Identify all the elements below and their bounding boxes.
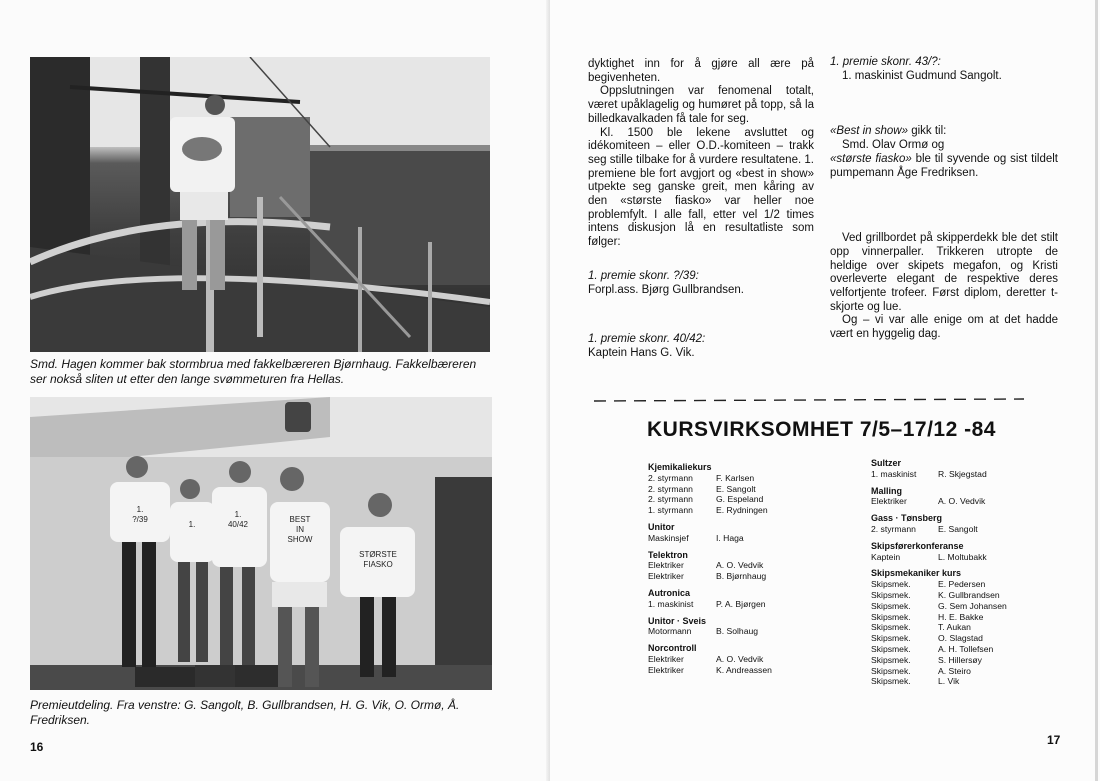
course-title: Malling [871, 485, 902, 496]
course-participant [648, 494, 818, 505]
course-block [871, 513, 1051, 535]
course-block [648, 616, 818, 638]
course-block [871, 458, 1051, 480]
course-title: Norcontroll [648, 643, 697, 654]
prize-label: 1. premie skonr. 43/?: [830, 56, 941, 68]
course-participant [871, 655, 1051, 666]
participant-name: K. Gullbrandsen [938, 589, 1000, 600]
course-title: Skipsmekaniker kurs [871, 568, 962, 579]
ship-deck-photo [30, 57, 490, 352]
course-block [648, 462, 818, 516]
participant-role: Motormann [648, 626, 692, 637]
course-participant [648, 533, 818, 544]
participant-role: Skipsmek. [871, 676, 911, 687]
prize-label: 1. premie skonr. 40/42: [588, 333, 706, 346]
participant-name: L. Moltubakk [938, 551, 987, 562]
prize-label: 1. premie skonr. ?/39: [588, 269, 699, 282]
participant-name: B. Solhaug [716, 626, 759, 637]
svg-text:?/39: ?/39 [132, 515, 148, 524]
course-participant [871, 579, 1051, 590]
course-block [648, 522, 818, 544]
course-title: Autronica [648, 587, 691, 598]
fiasko-line: «største fiasko» ble til syvende og sist tildelt pumpemann Åge Fredriksen. [830, 152, 1058, 179]
prize-winner: Forpl.ass. Bjørg Gullbrandsen. [588, 283, 744, 296]
participant-role: Skipsmek. [871, 633, 911, 644]
participant-role: Skipsmek. [871, 622, 911, 633]
article-column-2 [830, 56, 1058, 342]
participant-role: 1. maskinist [648, 598, 694, 609]
course-participant [648, 626, 818, 637]
course-participant [871, 590, 1051, 601]
dashed-divider [594, 397, 1024, 405]
page-edge [1095, 0, 1098, 781]
participant-name: E. Sangolt [716, 483, 756, 494]
course-participant [648, 505, 818, 516]
participant-role: Skipsmek. [871, 611, 911, 622]
participant-name: F. Karlsen [716, 472, 755, 483]
course-title: Sultzer [871, 458, 902, 468]
course-block [648, 588, 818, 610]
participant-role: 2. styrmann [648, 483, 693, 494]
participant-role: Skipsmek. [871, 589, 911, 600]
participant-name: B. Bjørnhaug [716, 571, 767, 582]
participant-role: Skipsmek. [871, 579, 911, 590]
courses-column-right [871, 458, 1051, 693]
course-block [871, 568, 1051, 687]
participant-role: Elektriker [648, 560, 684, 571]
participant-role: 2. styrmann [871, 523, 916, 534]
participant-name: H. E. Bakke [938, 611, 984, 622]
course-participant [648, 599, 818, 610]
course-title: Kjemikaliekurs [648, 462, 712, 472]
course-block [648, 643, 818, 675]
article-column-1 [588, 58, 814, 361]
participant-role: Skipsmek. [871, 665, 911, 676]
participant-name: A. O. Vedvik [938, 496, 986, 507]
svg-text:1.: 1. [188, 520, 196, 529]
course-title: Skipsførerkonferanse [871, 540, 964, 551]
participant-name: A. O. Vedvik [716, 653, 764, 664]
participant-role: Elektriker [648, 571, 684, 582]
award-ceremony-illustration [30, 397, 492, 690]
course-participant [871, 612, 1051, 623]
participant-name: S. Hillersøy [938, 654, 982, 665]
participant-role: Kaptein [871, 551, 901, 562]
participant-name: P. A. Bjørgen [716, 598, 766, 609]
best-in-show-line: «Best in show» gikk til: [830, 125, 947, 138]
participant-name: O. Slagstad [938, 633, 983, 644]
participant-name: T. Aukan [938, 622, 971, 633]
course-title: Telektron [648, 549, 688, 560]
article-paragraph: Oppslutningen var fenomenal totalt, været upåklagelig og humøret på topp, så la billedkavalkaden få tale for seg. [588, 85, 814, 125]
participant-role: 1. maskinist [871, 468, 917, 479]
photo-caption-1: Smd. Hagen kommer bak stormbrua med fakkelbæreren Bjørnhaug. Fakkelbæreren ser nokså sliten ut etter den lange svømmeturen fra Hellas. [30, 357, 477, 386]
course-title: Unitor [648, 521, 675, 532]
course-title: Unitor · Sveis [648, 615, 707, 626]
course-participant [648, 665, 818, 676]
article-paragraph: Kl. 1500 ble lekene avsluttet og idékomiteen – eller O.D.-komiteen – trakk seg stille tilbake for å vurdere resultatene. 1. premiene ble fort avgjort og «best in show» utpekte seg ganske greit, men kåring av den «største fiasko» var heller noe problemfylt. I alle fall, etter vel 1/2 times intens diskusjon lå en resultatliste som følger: [588, 126, 814, 249]
course-participant [871, 469, 1051, 480]
award-ceremony-photo [30, 397, 492, 690]
courses-heading: KURSVIRKSOMHET 7/5–17/12 -84 [647, 418, 996, 441]
prize-winner: 1. maskinist Gudmund Sangolt. [842, 69, 1002, 82]
participant-name: A. H. Tollefsen [938, 643, 994, 654]
svg-text:BEST: BEST [289, 515, 311, 524]
participant-name: A. Steiro [938, 665, 971, 676]
svg-text:1.: 1. [234, 510, 242, 519]
participant-name: L. Vik [938, 676, 960, 687]
participant-role: 1. styrmann [648, 505, 693, 516]
course-title: Gass · Tønsberg [871, 513, 943, 524]
participant-name: A. O. Vedvik [716, 560, 764, 571]
photo-caption-2: Premieutdeling. Fra venstre: G. Sangolt, B. Gullbrandsen, H. G. Vik, O. Ormø, Å. Fredriksen. [30, 698, 460, 727]
svg-text:STØRSTE: STØRSTE [359, 550, 397, 559]
course-block [648, 550, 818, 582]
best-in-show-winner: Smd. Olav Ormø og [842, 139, 945, 152]
participant-role: Elektriker [648, 653, 684, 664]
article-paragraph: Og – vi var alle enige om at det hadde vært en hyggelig dag. [830, 314, 1058, 341]
participant-role: Elektriker [648, 664, 684, 675]
prize-winner: Kaptein Hans G. Vik. [588, 346, 695, 359]
course-participant [648, 484, 818, 495]
course-participant [871, 622, 1051, 633]
ship-deck-illustration [30, 57, 490, 352]
course-participant [871, 666, 1051, 677]
article-paragraph: Ved grillbordet på skipperdekk ble det stilt opp vinnerpaller. Trikkeren utropte de heldige over skipets megafon, og Kristi overleverte elegant de respektive deres velfortjente trofeer. Først diplom, deretter t-skjorte og lue. [830, 232, 1058, 313]
svg-text:SHOW: SHOW [287, 535, 313, 544]
participant-name: R. Skjegstad [938, 468, 987, 479]
course-participant [871, 496, 1051, 507]
courses-column-left [648, 462, 818, 682]
page-number-left: 16 [30, 740, 44, 754]
course-participant [648, 473, 818, 484]
course-block [871, 486, 1051, 508]
participant-name: K. Andreassen [716, 664, 772, 675]
svg-text:1.: 1. [136, 505, 144, 514]
page-number-right: 17 [1047, 733, 1061, 747]
course-participant [871, 676, 1051, 687]
participant-name: I. Haga [716, 532, 744, 543]
participant-role: 2. styrmann [648, 472, 693, 483]
svg-text:IN: IN [296, 525, 304, 534]
course-participant [871, 633, 1051, 644]
participant-name: E. Sangolt [938, 523, 978, 534]
participant-role: Elektriker [871, 496, 907, 507]
course-participant [871, 644, 1051, 655]
participant-role: Skipsmek. [871, 654, 911, 665]
svg-text:FIASKO: FIASKO [363, 560, 393, 569]
article-paragraph: dyktighet inn for å gjøre all ære på begivenheten. [588, 58, 814, 84]
participant-role: Skipsmek. [871, 643, 911, 654]
course-participant [871, 524, 1051, 535]
course-participant [648, 560, 818, 571]
participant-name: E. Rydningen [716, 505, 768, 516]
svg-text:40/42: 40/42 [227, 520, 249, 529]
participant-role: Skipsmek. [871, 600, 911, 611]
participant-name: E. Pedersen [938, 579, 986, 590]
course-participant [871, 601, 1051, 612]
course-block [871, 541, 1051, 563]
participant-name: G. Espeland [716, 494, 764, 505]
participant-name: G. Sem Johansen [938, 600, 1007, 611]
course-participant [648, 654, 818, 665]
course-participant [648, 571, 818, 582]
course-participant [871, 552, 1051, 563]
participant-role: Maskinsjef [648, 532, 689, 543]
participant-role: 2. styrmann [648, 494, 693, 505]
